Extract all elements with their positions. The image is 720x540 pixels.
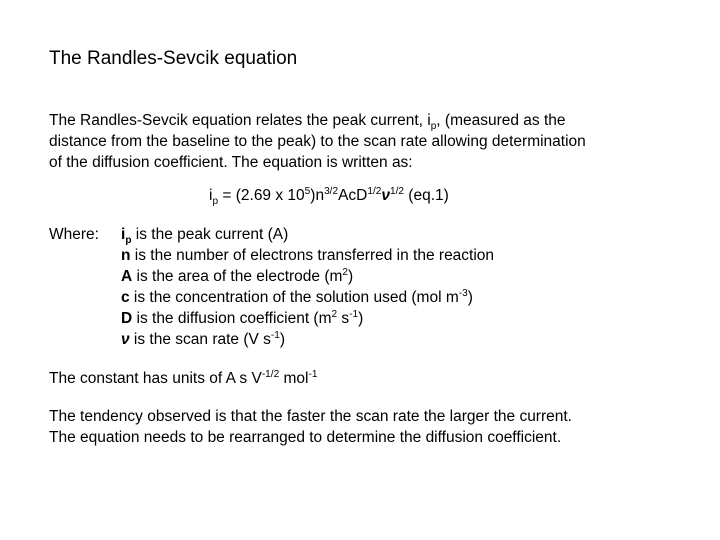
slide-body <box>49 110 649 448</box>
definition-n: n is the number of electrons transferred in the reaction <box>121 247 495 264</box>
tendency-line-2: The equation needs to be rearranged to determine the diffusion coefficient. <box>49 429 562 446</box>
definition-c: c is the concentration of the solution used (mol $m^{-3}$) <box>121 287 473 306</box>
where-section <box>49 224 649 350</box>
definition-d: D is the diffusion coefficient ($m^2$ $s^{-1}$) <box>121 308 364 327</box>
tendency-paragraph <box>49 406 649 448</box>
tendency-line-1: The tendency observed is that the faster the scan rate the larger the current. <box>49 408 572 425</box>
intro-line-1: The Randles-Sevcik equation relates the peak current, $i_p$, (measured as the <box>49 112 566 133</box>
slide-title: The Randles-Sevcik equation <box>49 48 298 69</box>
nu-symbol: ν <box>381 187 390 204</box>
definition-a: A is the area of the electrode $(m^2)$ <box>121 266 354 285</box>
definition-ip: $i_p$ is the peak current (A) <box>121 226 289 247</box>
intro-line-2: distance from the baseline to the peak) to the scan rate allowing determination <box>49 133 586 150</box>
constant-units: The constant has units of A s $V^{-1/2}$ mol$^{-1}$ <box>49 368 318 387</box>
where-label: Where: <box>49 226 99 243</box>
definition-nu: ν is the scan rate (V $s^{-1}$) <box>121 329 286 348</box>
intro-paragraph <box>49 110 649 173</box>
intro-line-3: of the diffusion coefficient. The equation is written as: <box>49 154 413 171</box>
randles-sevcik-equation: $i_p = (2.69$ x $10^5)n^{3/2}AcD^{1/2}\nu^{1/2}$ (eq.1) <box>209 185 449 208</box>
definition-list <box>121 224 494 350</box>
